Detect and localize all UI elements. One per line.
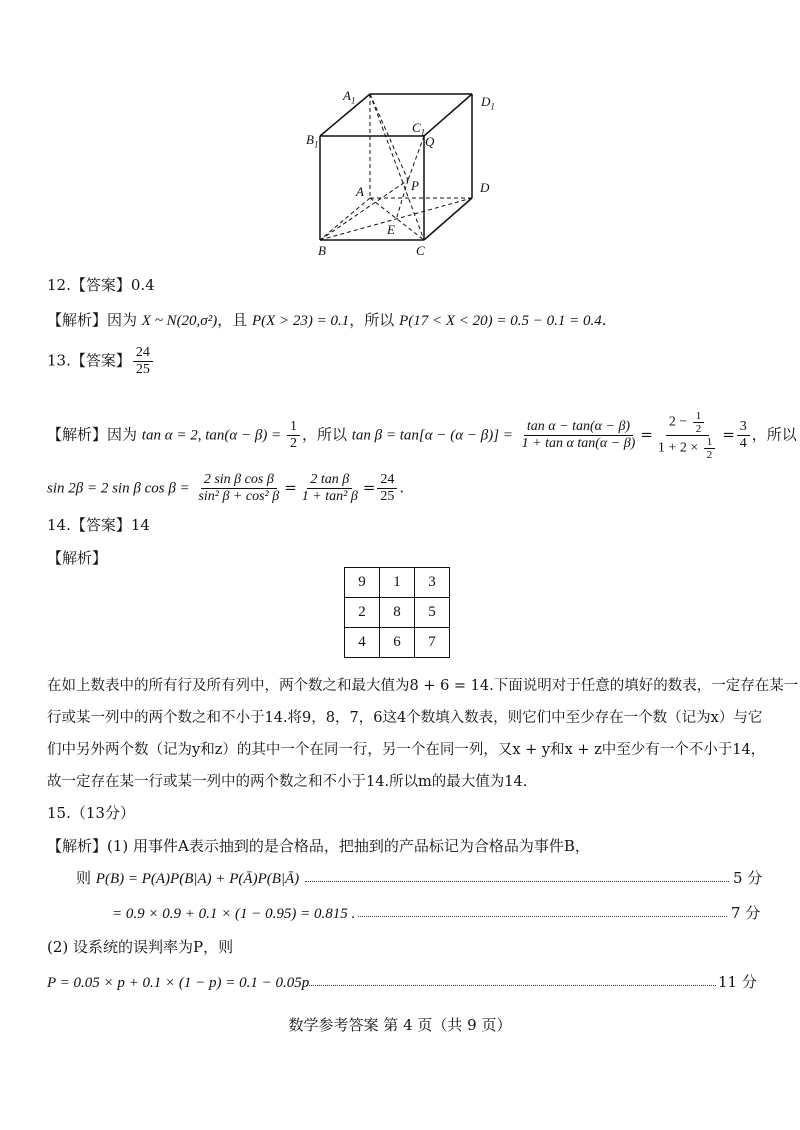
grid-cell: 4: [345, 628, 380, 658]
q15-formula-a: 则 P(B) = P(A)P(B|A) + P(Ā)P(B|Ā): [76, 869, 300, 887]
label-D: D: [480, 180, 490, 195]
q14-answer: 14.【答案】14: [47, 516, 150, 534]
grid-cell: 9: [345, 568, 380, 598]
q13-analysis-line2: sin 2β = 2 sin β cos β = $\frac{\text{2 sin β cos β}}{\text{sin² β + cos² β}}$ = $\frac{\text{2 tan β}}{\text{1 + tan² β}}$ = $\frac{24}{25}$ .: [47, 472, 405, 504]
q14-paragraph-line: 故一定存在某一行或某一列中的两个数之和不小于14.所以m的最大值为14.: [47, 774, 528, 790]
label-A1: $A_1$: [343, 88, 356, 106]
q13-answer: 13.【答案】 $\frac{24}{25}$: [47, 345, 155, 378]
label-E: E: [387, 222, 395, 237]
label-C: C: [416, 243, 425, 258]
label-A: A: [356, 184, 364, 199]
label-C1: $C_1$: [412, 120, 426, 138]
grid-cell: 5: [415, 598, 450, 628]
q14-paragraph-line: 们中另外两个数（记为y和z）的其中一个在同一行，另一个在同一列，又x + y和x + z中至少有一个不小于14，: [47, 742, 766, 758]
label-B: B: [318, 243, 326, 258]
q15-formula-b: = 0.9 × 0.9 + 0.1 × (1 − 0.95) = 0.815 .: [112, 906, 356, 922]
q13-analysis-line1: 【解析】因为 tan α = 2, tan(α − β) = $\frac{1}{2}$ ，所以 tan β = tan[α − (α − β)] = $\frac{\text{tan α − tan(α − β)}}{\text{1 + tan α tan(α − β)}}$ = 2 − $\frac{1}{2}$ 1 + 2 × $\frac{1}{2}$ = $\frac{3}{4}$ ，所以: [47, 410, 797, 461]
grid-cell: 1: [380, 568, 415, 598]
grid-cell: 2: [345, 598, 380, 628]
dotted-leader: [358, 916, 727, 917]
label-P: P: [411, 178, 419, 193]
label-Q: Q: [425, 134, 435, 149]
dotted-leader: [306, 985, 716, 986]
number-grid: [344, 567, 450, 658]
q15-score-c: 11 分: [718, 973, 757, 991]
grid-cell: 3: [415, 568, 450, 598]
q15-score-a: 5 分: [733, 869, 763, 887]
grid-cell: 7: [415, 628, 450, 658]
grid-cell: 6: [380, 628, 415, 658]
dotted-leader: [305, 881, 729, 882]
q15-analysis-part1: 【解析】(1) 用事件A表示抽到的是合格品，把抽到的产品标记为合格品为事件B，: [47, 837, 590, 855]
page-footer: 数学参考答案 第 4 页（共 9 页）: [288, 1016, 512, 1034]
q12-answer: 12.【答案】0.4: [47, 276, 155, 294]
q15-score-b: 7 分: [731, 904, 761, 922]
q15-part2: (2) 设系统的误判率为P，则: [47, 938, 234, 956]
q12-analysis: 【解析】因为 X ~ N(20,σ²)，且 P(X > 23) = 0.1，所以 P(17 < X < 20) = 0.5 − 0.1 = 0.4.: [47, 311, 607, 329]
q14-analysis-label: 【解析】: [47, 549, 108, 567]
label-D1: $D_1$: [481, 94, 495, 112]
label-B1: $B_1$: [306, 132, 319, 150]
q15-formula-c: P = 0.05 × p + 0.1 × (1 − p) = 0.1 − 0.05p: [47, 975, 310, 991]
q14-paragraph-line: 行或某一列中的两个数之和不小于14.将9，8，7，6这4个数填入数表，则它们中至少存在一个数（记为x）与它: [47, 710, 763, 726]
grid-cell: 8: [380, 598, 415, 628]
q14-paragraph-line: 在如上数表中的所有行及所有列中，两个数之和最大值为8 + 6 = 14.下面说明对于任意的填好的数表，一定存在某一: [47, 678, 799, 694]
q13-answer-fraction: $\frac{24}{25}$: [133, 345, 153, 378]
q15-header: 15.（13分）: [47, 804, 135, 822]
